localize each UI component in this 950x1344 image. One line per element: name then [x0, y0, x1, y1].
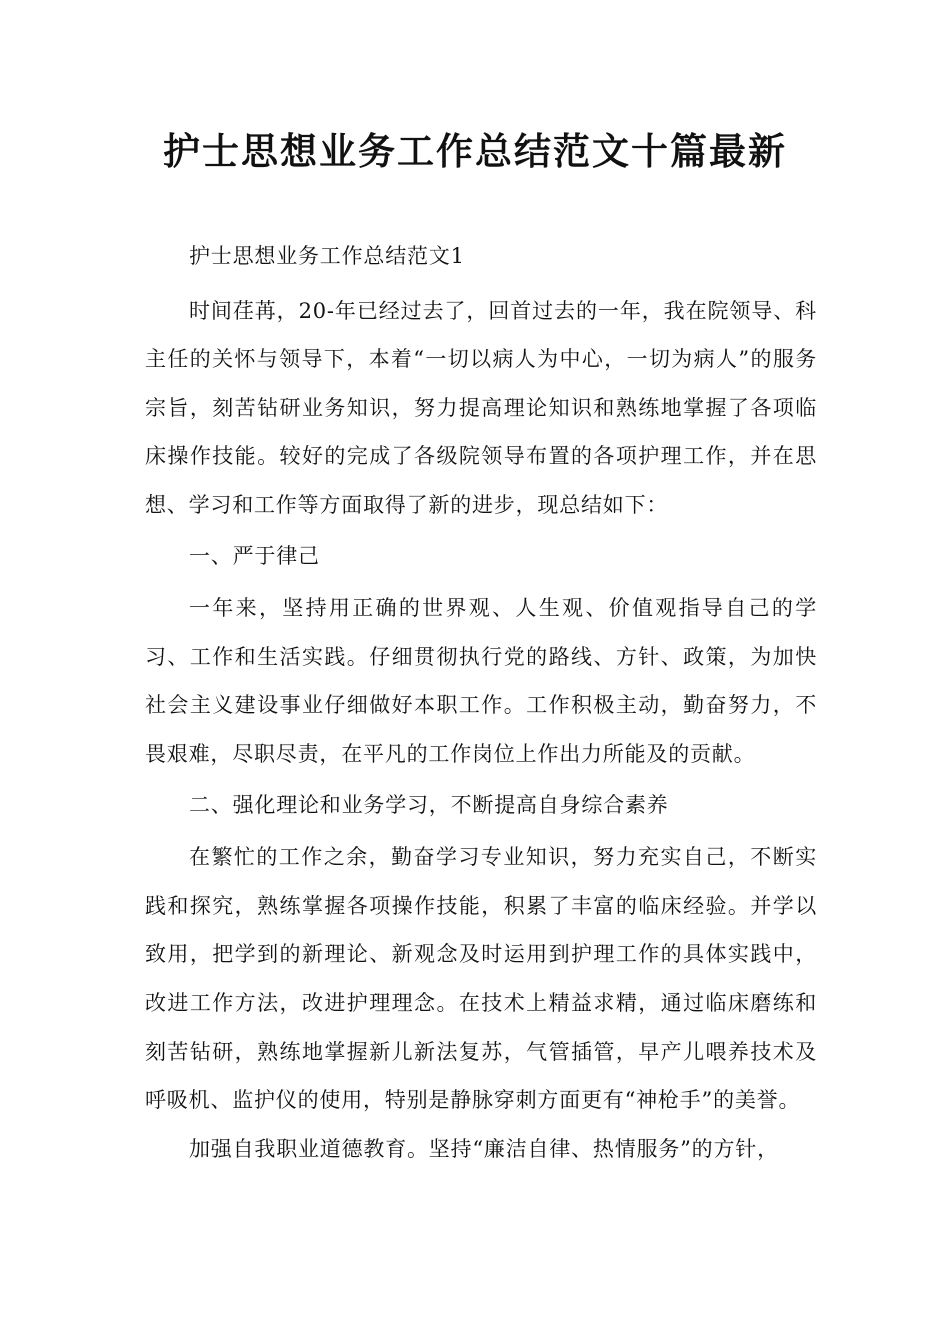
- paragraph-study: 在繁忙的工作之余，勤奋学习专业知识，努力充实自己，不断实践和探究，熟练掌握各项操作技能，积累了丰富的临床经验。并学以致用，把学到的新理论、新观念及时运用到护理工作的具体实践中，改进工作方法，改进护理理念。在技术上精益求精，通过临床磨练和刻苦钻研，熟练地掌握新儿新法复苏，气管插管，早产儿喂养技术及呼吸机、监护仪的使用，特别是静脉穿刺方面更有“神枪手”的美誉。: [145, 845, 817, 1113]
- heading-self-discipline: 一、严于律己: [189, 543, 320, 568]
- paragraph-ethics: 加强自我职业道德教育。坚持“廉洁自律、热情服务”的方针，: [189, 1136, 779, 1161]
- paragraph-intro: 时间荏苒，20-年已经过去了，回首过去的一年，我在院领导、科主任的关怀与领导下，本着“一切以病人为中心，一切为病人”的服务宗旨，刻苦钻研业务知识，努力提高理论知识和熟练地掌握了各项临床操作技能。较好的完成了各级院领导布置的各项护理工作，并在思想、学习和工作等方面取得了新的进步，现总结如下：: [145, 298, 817, 517]
- document-title: 护士思想业务工作总结范文十篇最新: [163, 130, 787, 173]
- section-subtitle: 护士思想业务工作总结范文1: [189, 244, 465, 268]
- heading-study: 二、强化理论和业务学习，不断提高自身综合素养: [189, 792, 669, 817]
- paragraph-self-discipline: 一年来，坚持用正确的世界观、人生观、价值观指导自己的学习、工作和生活实践。仔细贯彻执行党的路线、方针、政策，为加快社会主义建设事业仔细做好本职工作。工作积极主动，勤奋努力，不畏艰难，尽职尽责，在平凡的工作岗位上作出力所能及的贡献。: [145, 596, 817, 766]
- document-body: [145, 232, 817, 1173]
